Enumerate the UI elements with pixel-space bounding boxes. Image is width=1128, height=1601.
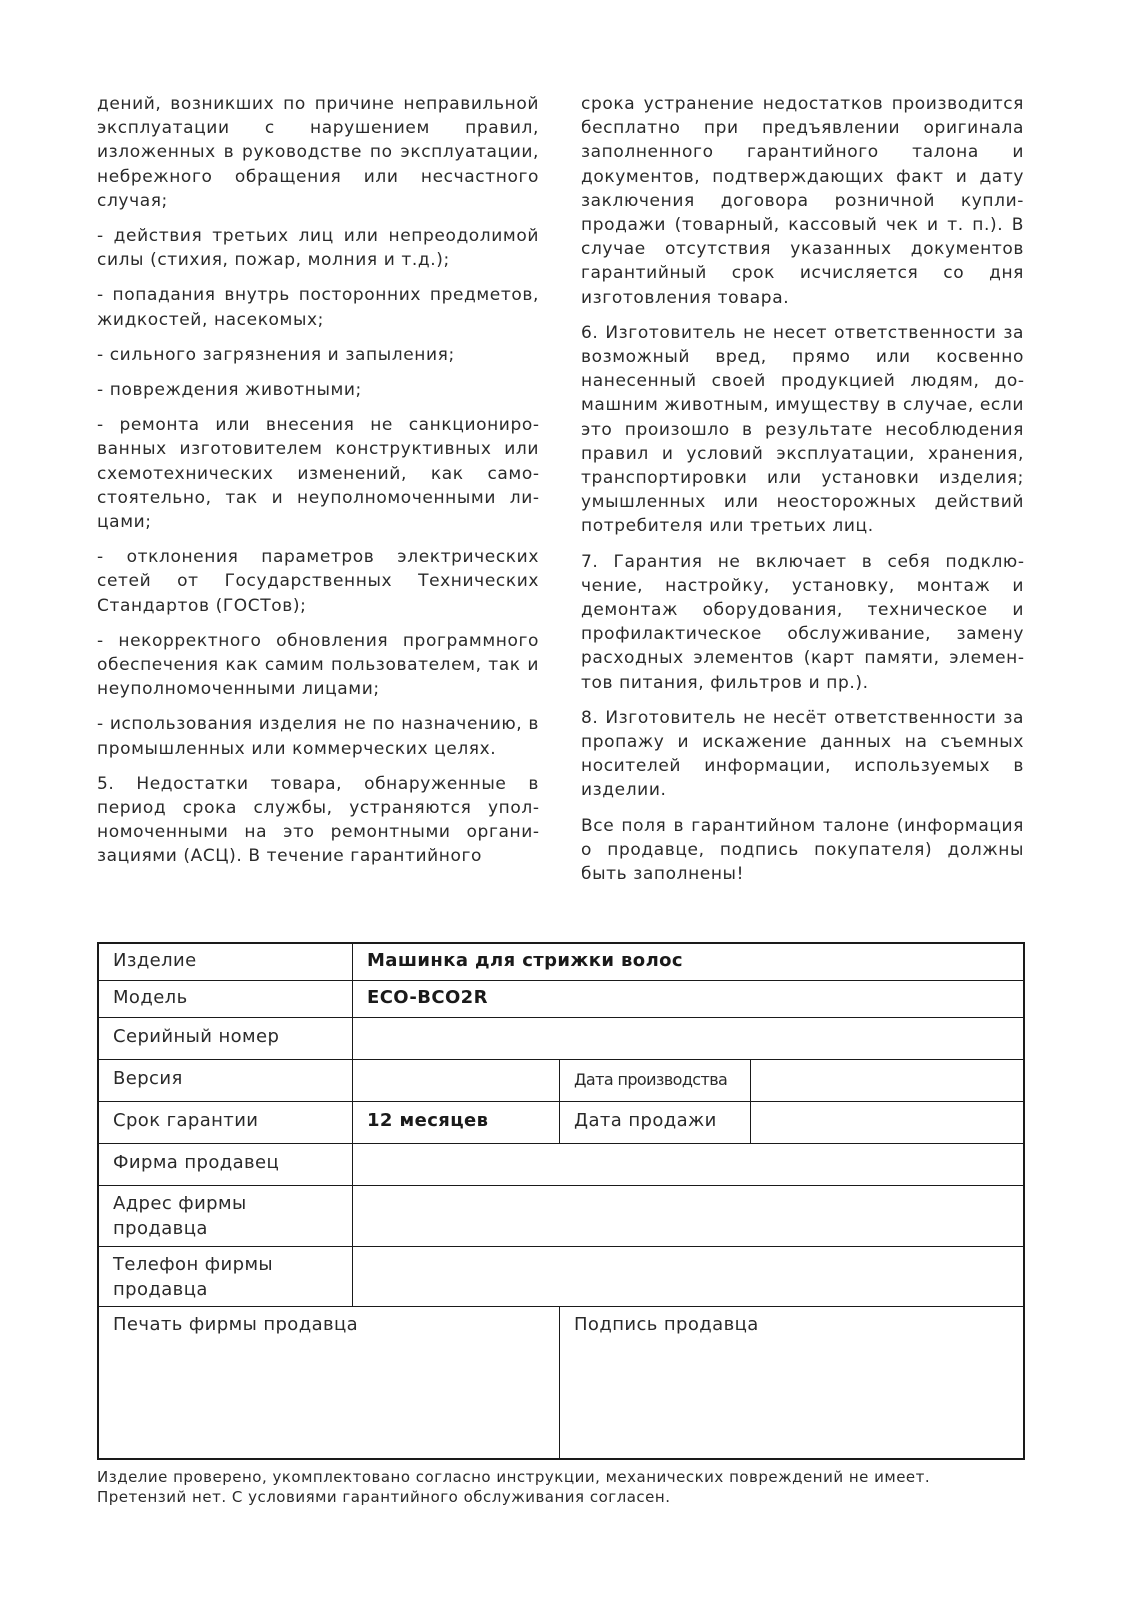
form-row-product [99, 944, 1023, 981]
form-row-seller-phone [99, 1247, 1023, 1307]
stamp-area[interactable]: Печать фирмы продавца [113, 1314, 359, 1335]
version-field[interactable] [352, 1060, 559, 1101]
sale-date-field[interactable] [750, 1102, 1023, 1143]
paragraph: - ремонта или внесения не санкционированных изготовителем конструктивных или схемотехнических изменений, как самостоятельно, так и неуполномоченными лицами; [97, 415, 539, 533]
product-label: Изделие [113, 950, 197, 971]
paragraph: срока устранение недостатков производится бесплатно при предъявлении оригинала заполненного гарантийного талона и документов, подтверждающих факт и дату заключения договора розничной купли-продажи (товарный, кассовый чек и т. п.). В случае отсутствия указанных документов гарантийный срок исчисляется со дня изготовления товара. [581, 94, 1024, 308]
signature-area[interactable]: Подпись продавца [559, 1307, 1023, 1458]
warranty-value[interactable]: 12 месяцев [352, 1102, 559, 1143]
paragraph: 8. Изготовитель не несёт ответственности за пропажу и искажение данных на съемных носителей информации, используемых в изделии. [581, 707, 1024, 801]
form-row-version [99, 1060, 1023, 1102]
paragraph: - использования изделия не по назначению, в промышленных или коммерческих целях. [97, 714, 539, 759]
model-label: Модель [113, 987, 188, 1008]
version-label: Версия [113, 1068, 183, 1089]
paragraph: - отклонения параметров электрических сетей от Государственных Технических Стандартов (ГОСТов); [97, 547, 539, 616]
seller-phone-label: Телефон фирмы продавца [113, 1254, 274, 1300]
serial-label: Серийный номер [113, 1026, 280, 1047]
production-date-field[interactable] [750, 1060, 1023, 1101]
paragraph: - повреждения животными; [97, 380, 362, 401]
serial-field[interactable] [352, 1018, 1023, 1059]
seller-phone-field[interactable] [352, 1247, 1023, 1306]
form-footnote [97, 1467, 1037, 1507]
footnote-line: Претензий нет. С условиями гарантийного обслуживания согласен. [97, 1488, 671, 1506]
form-row-serial [99, 1018, 1023, 1060]
product-value[interactable]: Машинка для стрижки волос [352, 944, 1023, 980]
paragraph: - попадания внутрь посторонних предметов, жидкостей, насекомых; [97, 285, 539, 330]
form-row-model [99, 981, 1023, 1018]
paragraph: - некорректного обновления программного обеспечения как самим пользователем, так и неуполномоченными лицами; [97, 630, 539, 700]
form-row-stamp-signature [99, 1307, 1023, 1458]
seller-address-field[interactable] [352, 1186, 1023, 1246]
seller-field[interactable] [352, 1144, 1023, 1185]
warranty-label: Срок гарантии [113, 1110, 259, 1131]
production-date-label: Дата производства [559, 1060, 750, 1101]
seller-label: Фирма продавец [113, 1152, 280, 1173]
footnote-line: Изделие проверено, укомплектовано согласно инструкции, механических повреждений не имеет. [97, 1468, 931, 1486]
paragraph: 7. Гарантия не включает в себя подключение, настройку, установку, монтаж и демонтаж оборудования, техническое и профилактическое обслуживание, замену расходных элементов (карт памяти, элементов питания, фильтров и пр.). [581, 551, 1024, 693]
form-row-seller [99, 1144, 1023, 1186]
model-value[interactable]: ECO-BCO2R [352, 981, 1023, 1017]
left-text-column [97, 92, 539, 880]
seller-address-label: Адрес фирмы продавца [113, 1193, 247, 1239]
paragraph: - сильного загрязнения и запыления; [97, 344, 455, 365]
form-row-seller-address [99, 1186, 1023, 1247]
form-row-warranty [99, 1102, 1023, 1144]
paragraph: Все поля в гарантийном талоне (информация о продавце, подпись покупателя) должны быть заполнены! [581, 815, 1024, 885]
paragraph: дений, возникших по причине неправильной эксплуатации с нарушением правил, изложенных в руководстве по эксплуатации, небрежного обращения или несчастного случая; [97, 94, 539, 211]
right-text-column [581, 92, 1024, 897]
paragraph: - действия третьих лиц или непреодолимой силы (стихия, пожар, молния и т.д.); [97, 226, 539, 271]
warranty-form [97, 942, 1025, 1460]
paragraph: 5. Недостатки товара, обнаруженные в период срока службы, устраняются уполномоченными на это ремонтными организациями (АСЦ). В течение гарантийного [97, 773, 539, 867]
sale-date-label: Дата продажи [559, 1102, 750, 1143]
paragraph: 6. Изготовитель не несет ответственности за возможный вред, прямо или косвенно нанесенный своей продукцией людям, домашним животным, имуществу в случае, если это произошло в результате несоблюдения правил и условий эксплуатации, хранения, транспортировки или установки изделия; умышленных или неосторожных действий потребителя или третьих лиц. [581, 322, 1024, 537]
